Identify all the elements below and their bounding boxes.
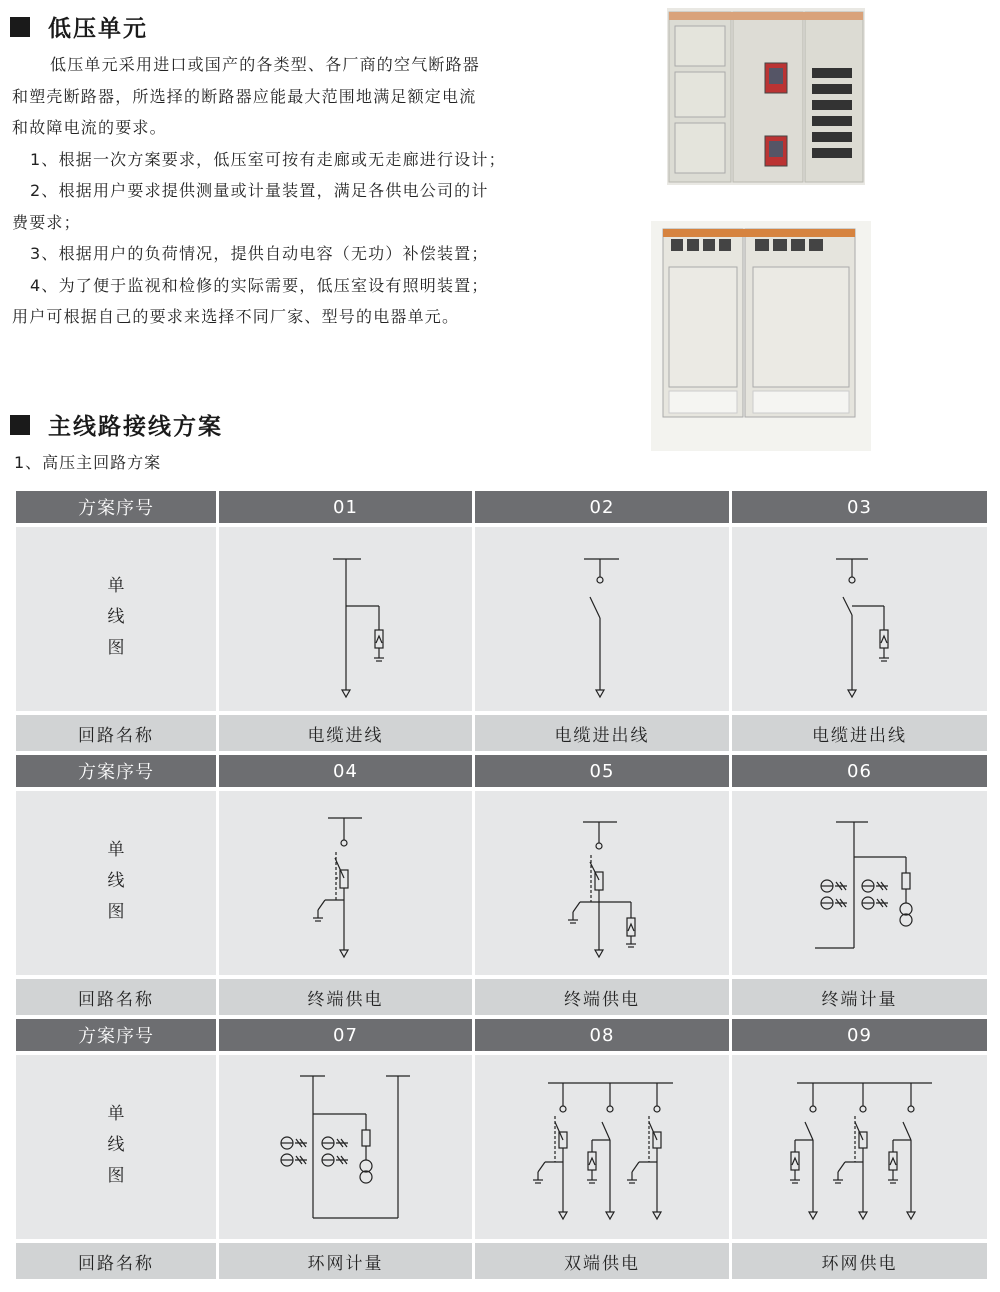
header-label-cell: 方案序号 [16,755,216,787]
requirement-item: 用户可根据自己的要求来选择不同厂家、型号的电器单元。 [12,307,460,326]
circuit-name: 电缆进出线 [475,715,729,751]
diagram-08 [533,1083,673,1219]
circuit-name: 环网计量 [219,1243,472,1279]
requirement-item: 费要求； [12,212,81,232]
diagram-09 [790,1083,932,1219]
diagram-04 [313,818,362,957]
section-title: 低压单元 [48,16,148,42]
scheme-number: 04 [219,755,472,787]
diagram-06 [815,822,912,948]
diagram-label: 单 线 图 [107,840,125,922]
intro-line: 和塑壳断路器，所选择的断路器应能最大范围地满足额定电流 [12,86,477,106]
scheme-number: 05 [475,755,729,787]
requirement-item: 2、根据用户要求提供测量或计量装置，满足各供电公司的计 [30,181,489,200]
requirement-item: 1、根据一次方案要求，低压室可按有走廊或无走廊进行设计； [30,149,506,169]
diagram-05 [568,822,636,957]
header-label-cell: 方案序号 [16,491,216,523]
scheme-number: 06 [732,755,987,787]
requirement-item: 4、为了便于监视和检修的实际需要，低压室设有照明装置； [30,275,489,295]
diagram-02 [584,559,619,697]
diagram-label: 单 线 图 [107,576,125,658]
name-label-cell: 回路名称 [16,1243,216,1279]
intro-line: 低压单元采用进口或国产的各类型、各厂商的空气断路器 [50,55,481,74]
header-label-cell: 方案序号 [16,1019,216,1051]
requirement-item: 3、根据用户的负荷情况，提供自动电容（无功）补偿装置； [30,244,489,263]
circuit-name: 电缆进出线 [732,715,987,751]
diagram-03 [836,559,889,697]
circuit-name: 终端计量 [732,979,987,1015]
circuit-name: 环网供电 [732,1243,987,1279]
scheme-number: 07 [219,1019,472,1051]
circuit-name: 终端供电 [219,979,472,1015]
name-label-cell: 回路名称 [16,715,216,751]
circuit-name: 电缆进线 [219,715,472,751]
name-label-cell: 回路名称 [16,979,216,1015]
circuit-name: 双端供电 [475,1243,729,1279]
scheme-number: 09 [732,1019,987,1051]
scheme-number: 03 [732,491,987,523]
section-title: 主线路接线方案 [48,414,223,440]
scheme-number: 02 [475,491,729,523]
scheme-number: 01 [219,491,472,523]
diagram-07 [281,1076,410,1218]
circuit-name: 终端供电 [475,979,729,1015]
scheme-number: 08 [475,1019,729,1051]
subsection-title: 1、高压主回路方案 [14,453,162,472]
diagram-01 [333,559,384,697]
intro-line: 和故障电流的要求。 [12,118,167,137]
diagram-label: 单 线 图 [107,1104,125,1186]
